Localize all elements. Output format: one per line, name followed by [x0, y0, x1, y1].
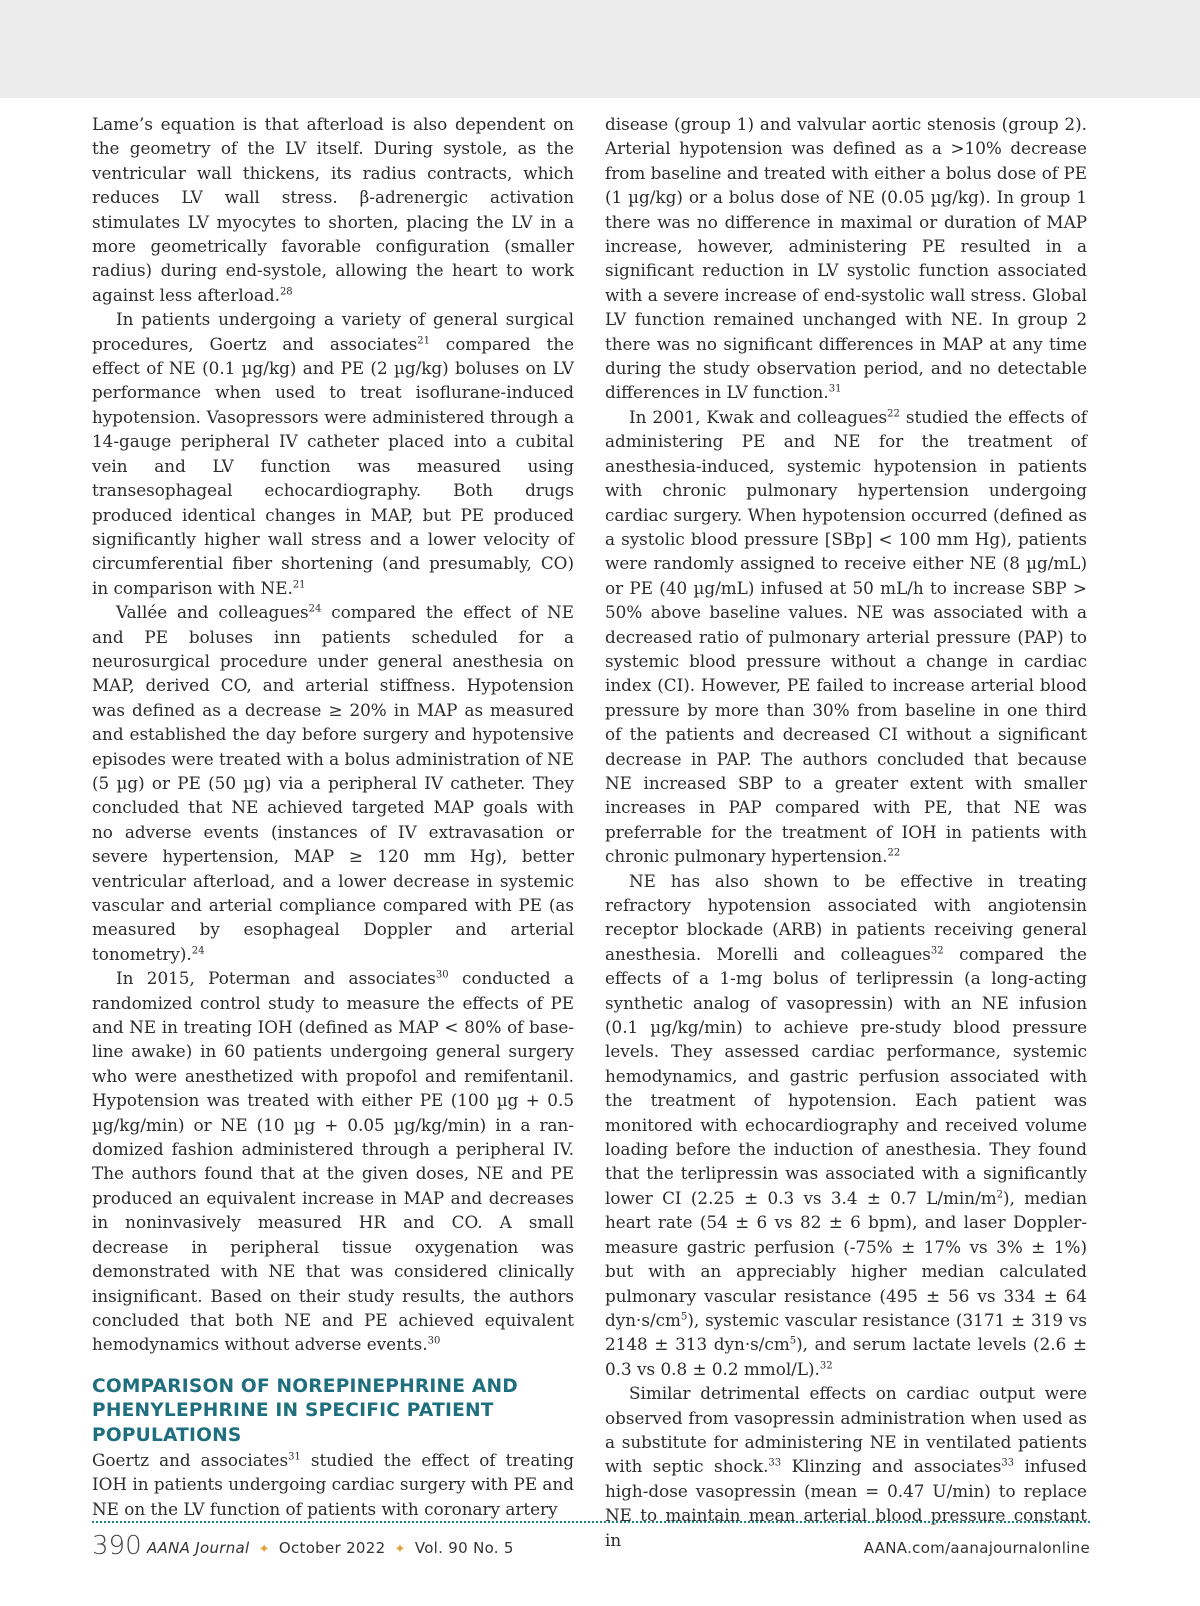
page-footer — [92, 1531, 1090, 1565]
reference-superscript: 24 — [308, 603, 322, 615]
reference-superscript: 30 — [427, 1335, 441, 1347]
page-number: 390 — [92, 1531, 142, 1561]
body-paragraph — [92, 1448, 574, 1521]
issue-date: October 2022 — [278, 1539, 386, 1557]
body-paragraph — [92, 966, 574, 1357]
paragraph-text: Vallée and colleagues — [116, 602, 309, 623]
volume: Vol. 90 — [414, 1539, 468, 1557]
issue-number: No. 5 — [473, 1539, 514, 1557]
paragraph-text: Lame’s equation is that afterload is also dependent on the geometry of the LV itself. During systole, as the ventricular wall thickens, its radius contracts, which reduces LV wall stress. β-adrenergic activation stimulates LV myocytes to shorten, placing the LV in a more geometrically favorable configuration (smaller radius) during end-systole, allowing the heart to work against less afterload. — [92, 114, 574, 305]
body-paragraph — [605, 112, 1087, 405]
paragraph-text: Goertz and associates — [92, 1449, 289, 1470]
reference-superscript: 2 — [996, 1189, 1004, 1201]
paragraph-text: Similar detrimental effects on cardiac output were observed from vasopressin administration when used as a substitute for administering NE in ventilated patients with septic shock. — [605, 1383, 1087, 1477]
reference-superscript: 5 — [789, 1335, 797, 1347]
body-paragraph — [605, 405, 1087, 869]
right-column — [605, 112, 1087, 1552]
separator-diamond-icon: ✦ — [394, 1542, 406, 1557]
reference-superscript: 24 — [191, 945, 205, 957]
paragraph-text: ), systemic vascular resistance (3171 ± 319 vs 2148 ± 313 dyn·s/cm — [605, 1309, 1087, 1355]
body-paragraph — [92, 112, 574, 307]
reference-superscript: 5 — [680, 1311, 688, 1323]
journal-citation — [147, 1539, 514, 1557]
paragraph-text: In patients undergoing a variety of general surgical procedures, Goertz and associates — [92, 309, 574, 354]
journal-name: AANA Journal — [147, 1539, 250, 1557]
paragraph-text: Klinzing and associates — [781, 1456, 1002, 1477]
left-column — [92, 112, 574, 1521]
footer-dotted-rule — [92, 1521, 1090, 1523]
reference-superscript: 22 — [887, 847, 901, 859]
journal-page — [0, 98, 1200, 1606]
paragraph-text: compared the effect of NE and PE boluses inn patients scheduled for a neurosurgical procedure under general anesthesia on MAP, derived CO, and arterial stiffness. Hypotension was defined as a decrease ≥ 20% in MAP as measured and established the day before surgery and hypotensive episodes were treated with a bolus administration of NE (5 µg) or PE (50 µg) via a peripheral IV catheter. They concluded that NE achieved targeted MAP goals with no adverse events (instances of IV extravasation or severe hypertension, MAP ≥ 120 mm Hg), better ventricular afterload, and a lower decrease in systemic vascular and arterial compliance compared with PE (as measured by esophageal Doppler and arterial tonometry). — [92, 602, 574, 964]
paragraph-text: studied the effects of administering PE and NE for the treatment of anesthesia-induced, systemic hypotension in patients with chronic pulmonary hypertension undergoing cardiac surgery. When hypotension occurred (defined as a systolic blood pressure [SBp] < 100 mm Hg), patients were randomly assigned to receive either NE (8 µg/mL) or PE (40 µg/mL) infused at 50 mL/h to increase SBP > 50% above baseline values. NE was associated with a decreased ratio of pulmonary arterial pressure (PAP) to systemic blood pressure without a change in cardiac index (CI). However, PE failed to increase arterial blood pressure by more than 30% from baseline in one third of the patients and decreased CI without a significant decrease in PAP. The authors concluded that because NE increased SBP to a greater extent with smaller increases in PAP compared with PE, that NE was preferrable for the treatment of IOH in patients with chronic pulmonary hypertension. — [605, 406, 1087, 867]
paragraph-text: ), and serum lactate levels (2.6 ± 0.3 vs 0.8 ± 0.2 mmol/L). — [605, 1334, 1087, 1379]
reference-superscript: 28 — [279, 286, 293, 298]
body-paragraph — [605, 869, 1087, 1382]
top-margin-band — [0, 0, 1200, 98]
reference-superscript: 32 — [819, 1360, 833, 1372]
reference-superscript: 21 — [292, 579, 306, 591]
paragraph-text: infused high-dose vasopressin (mean = 0.47 U/min) to replace NE to maintain mean arterial blood pressure constant in — [605, 1456, 1087, 1550]
paragraph-text: conducted a randomized control study to measure the effects of PE and NE in treating IOH (defined as MAP < 80% of baseline awake) in 60 patients undergoing general surgery who were anesthetized with propofol and remifentanil. Hypotension was treated with either PE (100 µg + 0.5 µg/kg/min) or NE (10 µg + 0.05 µg/kg/min) in a randomized fashion administered through a peripheral IV. The authors found that at the given doses, NE and PE produced an equivalent increase in MAP and decreases in noninvasively measured HR and CO. A small decrease in peripheral tissue oxygenation was demonstrated with NE that was considered clinically insignificant. Based on their study results, the authors concluded that both NE and PE achieved equivalent hemodynamics without adverse events. — [92, 968, 574, 1355]
journal-website-link[interactable]: AANA.com/aanajournalonline — [863, 1539, 1090, 1557]
paragraph-text: In 2001, Kwak and colleagues — [629, 406, 888, 427]
body-paragraph — [92, 307, 574, 600]
reference-superscript: 31 — [288, 1451, 301, 1463]
reference-superscript: 31 — [828, 383, 842, 395]
paragraph-text: disease (group 1) and valvular aortic stenosis (group 2). Arterial hypotension was defined as a >10% decrease from baseline and treated with either a bolus dose of PE (1 µg/kg) or a bolus dose of NE (0.05 µg/kg). In group 1 there was no difference in maximal or duration of MAP increase, however, administering PE resulted in a significant reduction in LV systolic function associated with a severe increase of end-systolic wall stress. Global LV function remained unchanged with NE. In group 2 there was no significant differences in MAP at any time during the study observation period, and no detectable differences in LV function. — [605, 114, 1087, 403]
reference-superscript: 33 — [768, 1457, 782, 1469]
paragraph-text: compared the effect of NE (0.1 µg/kg) and PE (2 µg/kg) boluses on LV performance when used to treat isoflurane-induced hypotension. Vasopressors were administered through a 14-gauge peripheral IV catheter placed into a cubital vein and LV function was measured using transesophageal echocardiography. Both drugs produced identical changes in MAP, but PE produced significantly higher wall stress and a lower velocity of circumferential fiber shortening (and presumably, CO) in comparison with NE. — [92, 333, 575, 598]
paragraph-text: ), median heart rate (54 ± 6 vs 82 ± 6 bpm), and laser Doppler-measure gastric perfusion (-75% ± 17% vs 3% ± 1%) but with an appreciably higher median calculated pulmonary vascular resistance (495 ± 56 vs 334 ± 64 dyn·s/cm — [605, 1187, 1088, 1330]
reference-superscript: 22 — [887, 408, 900, 420]
paragraph-text: studied the effect of treating IOH in patients undergoing cardiac surgery with PE and NE on the LV function of patients with coronary artery — [92, 1449, 574, 1519]
section-heading: COMPARISON OF NOREPINEPHRINE AND PHENYLEPHRINE IN SPECIFIC PATIENT POPULATIONS — [92, 1375, 518, 1446]
separator-diamond-icon: ✦ — [258, 1542, 270, 1557]
reference-superscript: 21 — [417, 335, 430, 347]
reference-superscript: 33 — [1001, 1457, 1015, 1469]
body-paragraph — [605, 1381, 1087, 1552]
reference-superscript: 32 — [930, 945, 944, 957]
paragraph-text: NE has also shown to be effective in treating refractory hypotension associated with angiotensin receptor blockade (ARB) in patients receiving general anesthesia. Morelli and colleagues — [605, 870, 1087, 964]
body-paragraph — [92, 600, 574, 966]
paragraph-text: In 2015, Poterman and associates — [116, 968, 436, 989]
reference-superscript: 30 — [435, 969, 449, 981]
paragraph-text: compared the effects of a 1-mg bolus of terlipressin (a long-acting synthetic analog of vasopressin) with an NE infusion (0.1 µg/kg/min) to achieve pre-study blood pressure levels. They assessed cardiac performance, systemic hemodynamics, and gastric perfusion associated with the treatment of hypotension. Each patient was monitored with echocardiography and received volume loading before the induction of anesthesia. They found that the terlipressin was associated with a significantly lower CI (2.25 ± 0.3 vs 3.4 ± 0.7 L/min/m — [605, 943, 1087, 1208]
